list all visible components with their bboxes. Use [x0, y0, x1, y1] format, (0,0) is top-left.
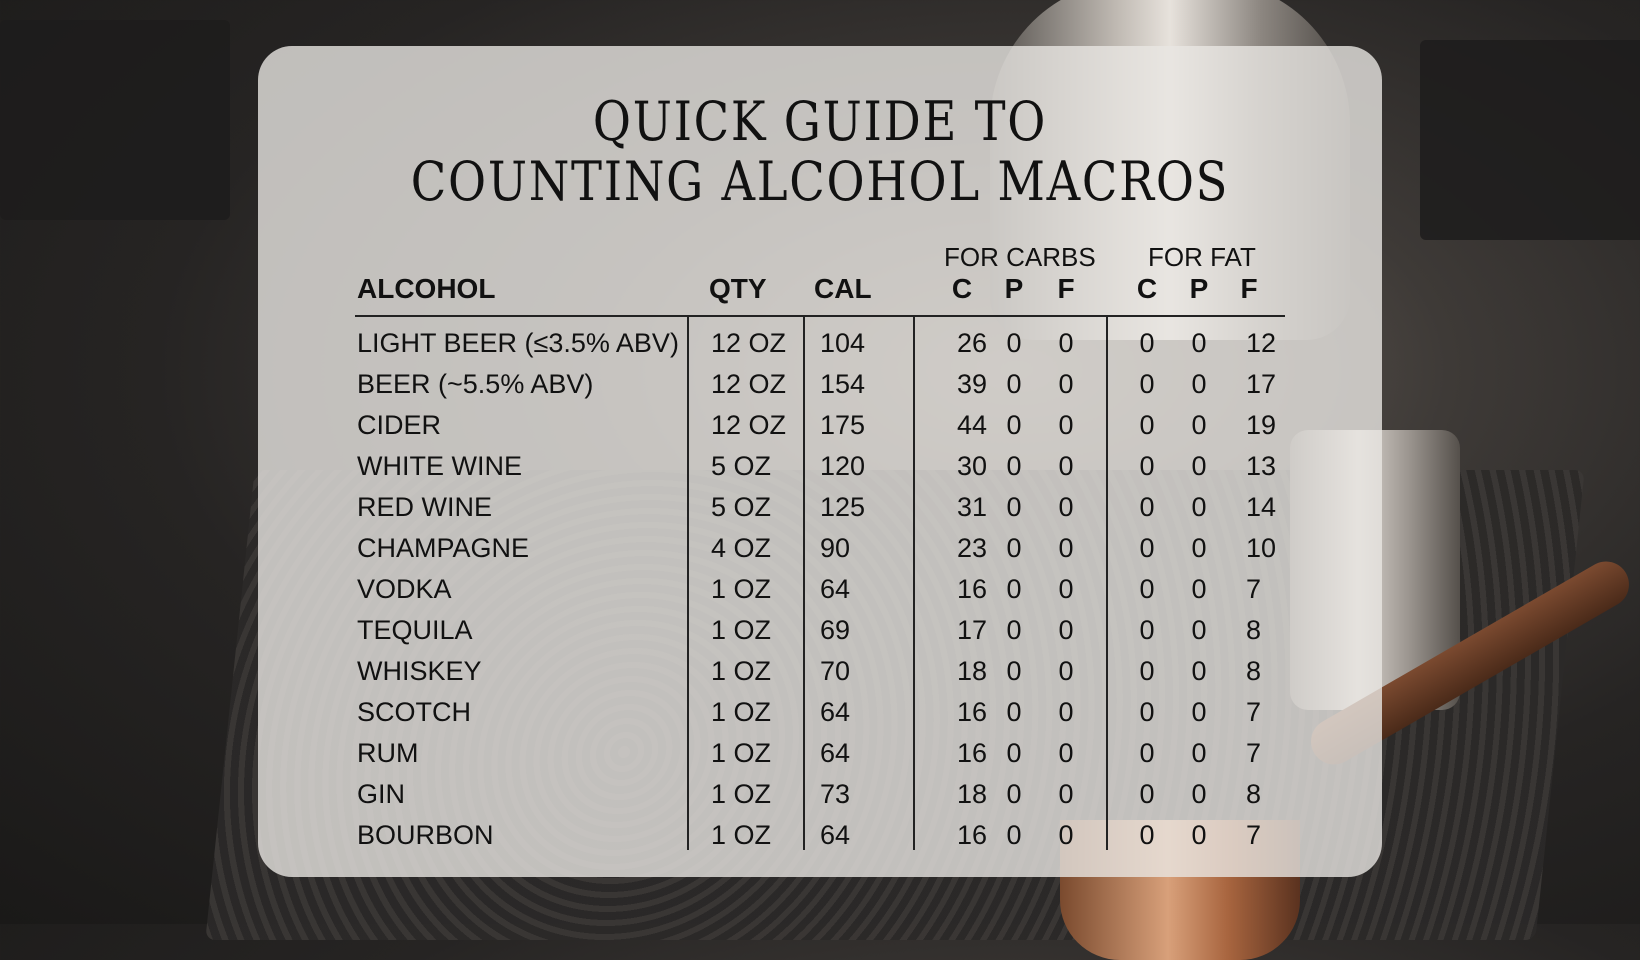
- table-row: [0, 323, 1640, 364]
- carbs-p-value: 0: [1006, 492, 1022, 522]
- carbs-f-value: 0: [1058, 574, 1074, 604]
- carbs-p-value: 0: [1006, 820, 1022, 850]
- table-row: [0, 651, 1640, 692]
- carbs-p-value: 0: [1006, 615, 1022, 645]
- fat-f-value: 7: [1246, 574, 1262, 604]
- cal-value: 69: [820, 615, 851, 645]
- header-group-carbs: FOR CARBS: [944, 242, 1096, 272]
- alcohol-name: RED WINE: [357, 492, 492, 522]
- header-fat-f: F: [1240, 273, 1258, 304]
- fat-c-value: 0: [1139, 451, 1155, 481]
- fat-c-value: 0: [1139, 820, 1155, 850]
- alcohol-name: CHAMPAGNE: [357, 533, 530, 563]
- carbs-c-value: 16: [956, 820, 987, 850]
- carbs-p-value: 0: [1006, 574, 1022, 604]
- fat-f-value: 7: [1246, 820, 1262, 850]
- fat-p-value: 0: [1191, 574, 1207, 604]
- qty-value: 1 OZ: [711, 820, 772, 850]
- fat-c-value: 0: [1139, 574, 1155, 604]
- carbs-p-value: 0: [1006, 697, 1022, 727]
- carbs-c-value: 26: [956, 328, 987, 358]
- alcohol-name: SCOTCH: [357, 697, 471, 727]
- carbs-f-value: 0: [1058, 410, 1074, 440]
- carbs-f-value: 0: [1058, 328, 1074, 358]
- alcohol-name: LIGHT BEER (≤3.5% ABV): [357, 328, 679, 358]
- carbs-f-value: 0: [1058, 738, 1074, 768]
- carbs-f-value: 0: [1058, 492, 1074, 522]
- fat-c-value: 0: [1139, 492, 1155, 522]
- fat-p-value: 0: [1191, 410, 1207, 440]
- fat-f-value: 17: [1246, 369, 1277, 399]
- table-row: [0, 487, 1640, 528]
- fat-c-value: 0: [1139, 533, 1155, 563]
- carbs-c-value: 16: [956, 697, 987, 727]
- fat-f-value: 7: [1246, 697, 1262, 727]
- alcohol-name: VODKA: [357, 574, 452, 604]
- fat-f-value: 13: [1246, 451, 1277, 481]
- brick-decoration: [0, 20, 230, 220]
- header-qty: QTY: [709, 273, 767, 304]
- carbs-c-value: 18: [956, 656, 987, 686]
- qty-value: 12 OZ: [711, 328, 787, 358]
- fat-p-value: 0: [1191, 492, 1207, 522]
- fat-c-value: 0: [1139, 328, 1155, 358]
- carbs-c-value: 23: [956, 533, 987, 563]
- carbs-c-value: 39: [956, 369, 987, 399]
- table-row: [0, 815, 1640, 856]
- fat-f-value: 8: [1246, 615, 1262, 645]
- carbs-f-value: 0: [1058, 779, 1074, 809]
- alcohol-name: BEER (~5.5% ABV): [357, 369, 594, 399]
- cal-value: 125: [820, 492, 866, 522]
- carbs-f-value: 0: [1058, 697, 1074, 727]
- carbs-p-value: 0: [1006, 328, 1022, 358]
- table-row: [0, 733, 1640, 774]
- cal-value: 64: [820, 697, 851, 727]
- fat-c-value: 0: [1139, 656, 1155, 686]
- cal-value: 73: [820, 779, 851, 809]
- carbs-p-value: 0: [1006, 410, 1022, 440]
- header-group-fat: FOR FAT: [1148, 242, 1256, 272]
- table-row: [0, 569, 1640, 610]
- fat-f-value: 12: [1246, 328, 1277, 358]
- fat-f-value: 8: [1246, 779, 1262, 809]
- carbs-p-value: 0: [1006, 451, 1022, 481]
- page-title: [337, 92, 1304, 212]
- header-carbs-c: C: [951, 273, 973, 304]
- carbs-p-value: 0: [1006, 779, 1022, 809]
- fat-p-value: 0: [1191, 369, 1207, 399]
- qty-value: 4 OZ: [711, 533, 772, 563]
- table-row: [0, 446, 1640, 487]
- cal-value: 104: [820, 328, 866, 358]
- header-carbs-p: P: [1004, 273, 1024, 304]
- title-line-2: COUNTING ALCOHOL MACROS: [410, 150, 1230, 213]
- carbs-c-value: 16: [956, 738, 987, 768]
- table-row: [0, 364, 1640, 405]
- fat-p-value: 0: [1191, 697, 1207, 727]
- fat-c-value: 0: [1139, 615, 1155, 645]
- fat-f-value: 10: [1246, 533, 1277, 563]
- cal-value: 90: [820, 533, 851, 563]
- header-alcohol: ALCOHOL: [357, 273, 496, 304]
- carbs-c-value: 44: [956, 410, 987, 440]
- fat-p-value: 0: [1191, 615, 1207, 645]
- fat-c-value: 0: [1139, 697, 1155, 727]
- carbs-c-value: 30: [956, 451, 987, 481]
- carbs-f-value: 0: [1058, 615, 1074, 645]
- brick-decoration: [1420, 40, 1640, 240]
- header-carbs-f: F: [1057, 273, 1075, 304]
- alcohol-name: GIN: [357, 779, 406, 809]
- cal-value: 175: [820, 410, 866, 440]
- fat-f-value: 14: [1246, 492, 1277, 522]
- carbs-c-value: 16: [956, 574, 987, 604]
- fat-p-value: 0: [1191, 779, 1207, 809]
- table-row: [0, 405, 1640, 446]
- alcohol-name: WHITE WINE: [357, 451, 522, 481]
- carbs-p-value: 0: [1006, 533, 1022, 563]
- header-divider: [355, 315, 1285, 317]
- table-row: [0, 774, 1640, 815]
- header-fat-c: C: [1136, 273, 1158, 304]
- fat-p-value: 0: [1191, 533, 1207, 563]
- fat-f-value: 19: [1246, 410, 1277, 440]
- header-fat-p: P: [1189, 273, 1209, 304]
- table-row: [0, 610, 1640, 651]
- qty-value: 1 OZ: [711, 656, 772, 686]
- cal-value: 120: [820, 451, 866, 481]
- table-row: [0, 528, 1640, 569]
- fat-p-value: 0: [1191, 656, 1207, 686]
- fat-c-value: 0: [1139, 410, 1155, 440]
- fat-c-value: 0: [1139, 369, 1155, 399]
- alcohol-name: RUM: [357, 738, 419, 768]
- carbs-f-value: 0: [1058, 369, 1074, 399]
- carbs-c-value: 18: [956, 779, 987, 809]
- qty-value: 1 OZ: [711, 574, 772, 604]
- alcohol-name: WHISKEY: [357, 656, 482, 686]
- qty-value: 12 OZ: [711, 410, 787, 440]
- cal-value: 64: [820, 738, 851, 768]
- fat-p-value: 0: [1191, 451, 1207, 481]
- carbs-p-value: 0: [1006, 738, 1022, 768]
- fat-p-value: 0: [1191, 328, 1207, 358]
- cal-value: 64: [820, 820, 851, 850]
- fat-f-value: 8: [1246, 656, 1262, 686]
- qty-value: 12 OZ: [711, 369, 787, 399]
- carbs-c-value: 17: [956, 615, 987, 645]
- carbs-p-value: 0: [1006, 656, 1022, 686]
- alcohol-name: CIDER: [357, 410, 442, 440]
- alcohol-name: BOURBON: [357, 820, 494, 850]
- qty-value: 5 OZ: [711, 492, 772, 522]
- fat-c-value: 0: [1139, 738, 1155, 768]
- carbs-f-value: 0: [1058, 656, 1074, 686]
- qty-value: 5 OZ: [711, 451, 772, 481]
- carbs-f-value: 0: [1058, 533, 1074, 563]
- fat-c-value: 0: [1139, 779, 1155, 809]
- qty-value: 1 OZ: [711, 779, 772, 809]
- header-cal: CAL: [814, 273, 872, 304]
- qty-value: 1 OZ: [711, 615, 772, 645]
- fat-f-value: 7: [1246, 738, 1262, 768]
- fat-p-value: 0: [1191, 738, 1207, 768]
- cal-value: 70: [820, 656, 851, 686]
- fat-p-value: 0: [1191, 820, 1207, 850]
- qty-value: 1 OZ: [711, 738, 772, 768]
- cal-value: 154: [820, 369, 866, 399]
- carbs-f-value: 0: [1058, 451, 1074, 481]
- table-row: [0, 692, 1640, 733]
- carbs-p-value: 0: [1006, 369, 1022, 399]
- qty-value: 1 OZ: [711, 697, 772, 727]
- alcohol-name: TEQUILA: [357, 615, 473, 645]
- cal-value: 64: [820, 574, 851, 604]
- title-line-1: QUICK GUIDE TO: [592, 90, 1048, 153]
- carbs-c-value: 31: [956, 492, 987, 522]
- carbs-f-value: 0: [1058, 820, 1074, 850]
